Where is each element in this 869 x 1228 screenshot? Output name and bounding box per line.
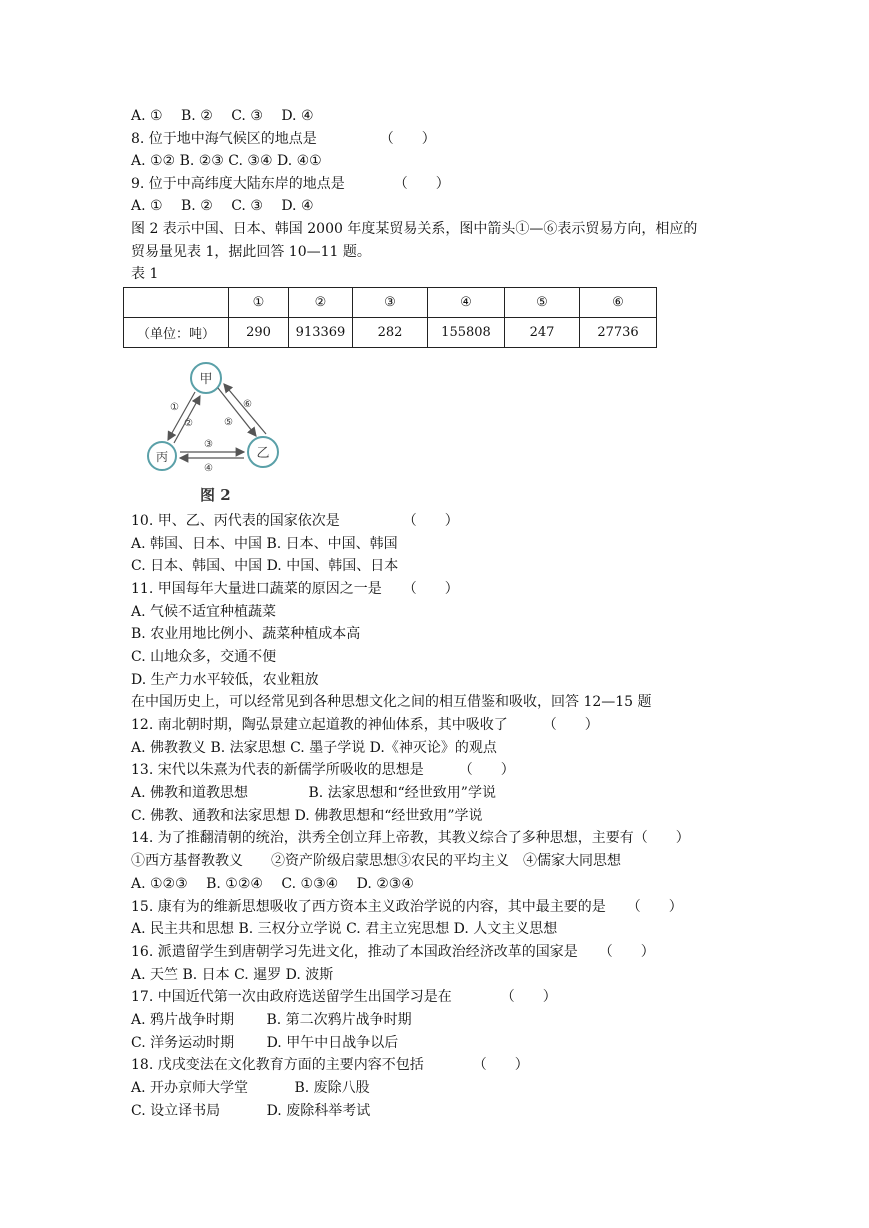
- question-15: 15. 康有为的维新思想吸收了西方资本主义政治学说的内容，其中最主要的是 （ ）: [131, 899, 683, 915]
- answer-option-q11-a: A. 气候不适宜种植蔬菜: [131, 604, 277, 620]
- answer-options-q12: A. 佛教教义 B. 法家思想 C. 墨子学说 D.《神灭论》的观点: [131, 740, 497, 756]
- answer-options-q18-ab: A. 开办京师大学堂 B. 废除八股: [131, 1080, 370, 1096]
- question-14-items: ①西方基督教教义 ②资产阶级启蒙思想③农民的平均主义 ④儒家大同思想: [131, 853, 621, 869]
- answer-options-q10-ab: A. 韩国、日本、中国 B. 日本、中国、韩国: [131, 536, 398, 552]
- answer-options-q16: A. 天竺 B. 日本 C. 暹罗 D. 波斯: [131, 967, 334, 983]
- table-header-cell: ④: [428, 288, 505, 318]
- question-18: 18. 戊戌变法在文化教育方面的主要内容不包括 （ ）: [131, 1057, 529, 1073]
- question-12: 12. 南北朝时期，陶弘景建立起道教的神仙体系，其中吸收了 （ ）: [131, 717, 599, 733]
- answer-options-q17-cd: C. 洋务运动时期 D. 甲午中日战争以后: [131, 1035, 399, 1051]
- table-header-cell: ⑥: [580, 288, 657, 318]
- arrow-label-6: ⑥: [243, 399, 252, 410]
- figure-caption: 图 2: [200, 486, 231, 504]
- answer-options-q15: A. 民主共和思想 B. 三权分立学说 C. 君主立宪思想 D. 人文主义思想: [131, 921, 558, 937]
- arrow-label-4: ④: [204, 463, 213, 474]
- table-cell-unit: （单位：吨）: [124, 318, 229, 348]
- answer-options-q13-cd: C. 佛教、通教和法家思想 D. 佛教思想和“经世致用”学说: [131, 808, 483, 824]
- arrow-1: [168, 392, 195, 440]
- table-header-cell: ⑤: [505, 288, 580, 318]
- question-16: 16. 派遣留学生到唐朝学习先进文化，推动了本国政治经济改革的国家是 （ ）: [131, 944, 655, 960]
- table-header-cell: ②: [289, 288, 353, 318]
- table-cell: 155808: [428, 318, 505, 348]
- answer-options-q13-ab: A. 佛教和道教思想 B. 法家思想和“经世致用”学说: [131, 785, 496, 801]
- table-cell: 247: [505, 318, 580, 348]
- node-jia: [191, 363, 221, 393]
- answer-option-q11-d: D. 生产力水平较低，农业粗放: [131, 672, 319, 688]
- node-bing-label: 丙: [155, 450, 169, 464]
- figure-intro-line-2: 贸易量见表 1，据此回答 10—11 题。: [131, 244, 371, 260]
- table-header-cell: ①: [229, 288, 289, 318]
- answer-option-q11-c: C. 山地众多，交通不便: [131, 649, 277, 665]
- answer-options-q7: A. ① B. ② C. ③ D. ④: [131, 108, 314, 124]
- answer-option-q11-b: B. 农业用地比例小、蔬菜种植成本高: [131, 626, 361, 642]
- table-cell: 290: [229, 318, 289, 348]
- question-11: 11. 甲国每年大量进口蔬菜的原因之一是 （ ）: [131, 581, 459, 597]
- table-header-cell: ③: [353, 288, 428, 318]
- node-yi: [248, 437, 278, 467]
- question-13: 13. 宋代以朱熹为代表的新儒学所吸收的思想是 （ ）: [131, 762, 515, 778]
- arrow-label-2: ②: [184, 418, 193, 429]
- answer-options-q18-cd: C. 设立译书局 D. 废除科举考试: [131, 1103, 371, 1119]
- question-9: 9. 位于中高纬度大陆东岸的地点是 （ ）: [131, 176, 450, 192]
- table-cell: 27736: [580, 318, 657, 348]
- arrow-label-3: ③: [204, 439, 213, 450]
- answer-options-q9: A. ① B. ② C. ③ D. ④: [131, 198, 314, 214]
- node-yi-label: 乙: [256, 446, 270, 461]
- answer-options-q10-cd: C. 日本、韩国、中国 D. 中国、韩国、日本: [131, 558, 399, 574]
- table-header-row: [124, 288, 657, 318]
- node-bing: [148, 442, 176, 470]
- answer-options-q17-ab: A. 鸦片战争时期 B. 第二次鸦片战争时期: [131, 1012, 412, 1028]
- question-8: 8. 位于地中海气候区的地点是 （ ）: [131, 131, 436, 147]
- table-cell: 282: [353, 318, 428, 348]
- table-row: [124, 318, 657, 348]
- figure-intro-line-1: 图 2 表示中国、日本、韩国 2000 年度某贸易关系，图中箭头①—⑥表示贸易方向，相应的: [131, 221, 698, 237]
- answer-options-q14: A. ①②③ B. ①②④ C. ①③④ D. ②③④: [131, 876, 414, 892]
- trade-relationship-figure: [140, 360, 300, 505]
- arrow-5: [218, 388, 256, 436]
- question-17: 17. 中国近代第一次由政府选送留学生出国学习是在 （ ）: [131, 989, 557, 1005]
- section-intro-12-15: 在中国历史上，可以经常见到各种思想文化之间的相互借鉴和吸收，回答 12—15 题: [131, 694, 652, 710]
- table-cell: 913369: [289, 318, 353, 348]
- arrow-label-1: ①: [170, 402, 179, 413]
- question-10: 10. 甲、乙、丙代表的国家依次是 （ ）: [131, 513, 459, 529]
- arrow-label-5: ⑤: [224, 417, 233, 428]
- table-header-cell: [124, 288, 229, 318]
- trade-volume-table: [123, 287, 657, 348]
- question-14: 14. 为了推翻清朝的统治，洪秀全创立拜上帝教，其教义综合了多种思想，主要有（ ）: [131, 830, 690, 846]
- table-label: 表 1: [131, 266, 159, 282]
- node-jia-label: 甲: [199, 372, 213, 387]
- answer-options-q8: A. ①② B. ②③ C. ③④ D. ④①: [131, 153, 322, 169]
